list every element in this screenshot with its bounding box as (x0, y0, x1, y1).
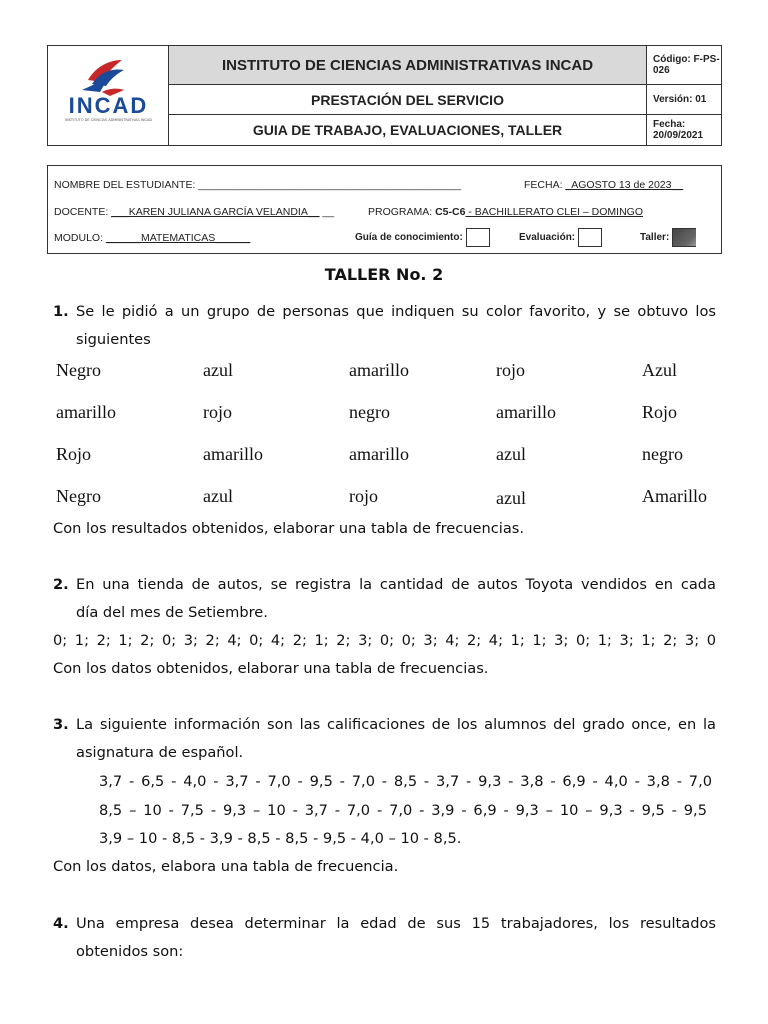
color-cell: Rojo (56, 444, 92, 464)
color-cell: Negro (56, 360, 101, 380)
q1-number-bold: 1. (53, 303, 69, 320)
color-cell: Negro (56, 486, 101, 506)
evaluation-label: Evaluación: (519, 232, 576, 244)
module-field (54, 232, 250, 244)
color-cell: amarillo (56, 402, 116, 422)
color-cell: amarillo (496, 402, 556, 422)
q4-text-line2: obtenidos son: (76, 943, 184, 960)
document-header (47, 45, 722, 146)
program-value: - BACHILLERATO CLEI – DOMINGO (465, 206, 644, 218)
color-cell: amarillo (349, 444, 409, 464)
program-label: PROGRAMA: (368, 206, 436, 218)
knowledge-guide-label: Guía de conocimiento: (355, 232, 463, 244)
q1-text-line1: Se le pidió a un grupo de personas que indiquen su color favorito, y se obtuvo los (76, 303, 716, 320)
date-value: _AGOSTO 13 de 2023__ (565, 179, 684, 191)
logo-wordmark: INCAD (68, 93, 149, 118)
teacher-value: ___KAREN JULIANA GARCÍA VELANDIA__ (111, 206, 320, 218)
q2-number: 2. (53, 576, 69, 593)
q3-data-line3: 3,9 – 10 - 8,5 - 3,9 - 8,5 - 8,5 - 9,5 - 4,0 – 10 - 8,5. (99, 830, 462, 847)
teacher-field (54, 206, 334, 218)
date-label: FECHA: (524, 179, 566, 191)
color-cell: rojo (349, 486, 378, 506)
q2-instruction: Con los datos obtenidos, elaborar una tabla de frecuencias. (53, 660, 489, 677)
q3-data-line2: 8,5 – 10 - 7,5 - 9,3 – 10 - 3,7 - 7,0 - 7,0 - 3,9 - 6,9 - 9,3 – 10 – 9,3 - 9,5 - 9,5 (99, 802, 707, 819)
color-cell: Amarillo (642, 486, 707, 506)
guide-type: GUIA DE TRABAJO, EVALUACIONES, TALLER (169, 114, 647, 145)
q4-text-line1: Una empresa desea determinar la edad de sus 15 trabajadores, los resultados (76, 915, 716, 932)
page-title: TALLER No. 2 (324, 265, 444, 284)
teacher-tail: __ (319, 206, 335, 218)
knowledge-guide-checkbox[interactable] (466, 228, 490, 247)
workshop-field (640, 228, 696, 247)
teacher-label: DOCENTE: (54, 206, 112, 218)
program-field (368, 206, 643, 218)
q3-number: 3. (53, 716, 69, 733)
color-cell: amarillo (203, 444, 263, 464)
color-cell: azul (496, 444, 526, 464)
q1-text-line2: siguientes (76, 331, 151, 348)
evaluation-field (519, 228, 602, 247)
student-name-field: NOMBRE DEL ESTUDIANTE: _____________________________________________ (54, 179, 462, 191)
color-cell: azul (203, 360, 233, 380)
q2-data: 0; 1; 2; 1; 2; 0; 3; 2; 4; 0; 4; 2; 1; 2; 3; 0; 0; 3; 4; 2; 4; 1; 1; 3; 0; 1; 3; 1; 2; 3; 0 (53, 632, 716, 649)
color-cell: Azul (642, 360, 677, 380)
color-cell: azul (496, 488, 526, 508)
color-cell: rojo (496, 360, 525, 380)
workshop-checkbox[interactable] (672, 228, 696, 247)
program-code: C5-C6 (435, 206, 466, 218)
color-cell: amarillo (349, 360, 409, 380)
institute-name: INSTITUTO DE CIENCIAS ADMINISTRATIVAS INCAD (169, 46, 647, 84)
color-cell: Rojo (642, 402, 678, 422)
q2-text-line1: En una tienda de autos, se registra la cantidad de autos Toyota vendidos en cada (76, 576, 716, 593)
color-cell: rojo (203, 402, 232, 422)
q3-text-line1: La siguiente información son las calificaciones de los alumnos del grado once, en la (76, 716, 716, 733)
date-field (524, 179, 683, 191)
q1-instruction: Con los resultados obtenidos, elaborar una tabla de frecuencias. (53, 520, 525, 537)
workshop-label: Taller: (640, 232, 670, 244)
q4-number: 4. (53, 915, 69, 932)
q3-data-line1: 3,7 - 6,5 - 4,0 - 3,7 - 7,0 - 9,5 - 7,0 - 8,5 - 3,7 - 9,3 - 3,8 - 6,9 - 4,0 - 3,8 - 7,0 (99, 773, 712, 790)
color-cell: azul (203, 486, 233, 506)
student-info-box (47, 165, 722, 254)
document-date: Fecha: 20/09/2021 (647, 114, 721, 145)
document-version: Versión: 01 (647, 84, 721, 114)
module-label: MODULO: (54, 232, 106, 244)
q2-text-line2: día del mes de Setiembre. (76, 604, 268, 621)
q3-instruction: Con los datos, elabora una tabla de frecuencia. (53, 858, 399, 875)
document-code: Código: F-PS-026 (653, 54, 720, 76)
color-cell: negro (349, 402, 390, 422)
knowledge-guide-field (355, 228, 490, 247)
color-cell: negro (642, 444, 683, 464)
evaluation-checkbox[interactable] (578, 228, 602, 247)
logo-subtext: INSTITUTO DE CIENCIAS ADMINISTRATIVAS INCAD (64, 118, 153, 122)
module-value: ______MATEMATICAS______ (105, 232, 251, 244)
incad-logo (48, 46, 169, 145)
q3-text-line2: asignatura de español. (76, 744, 244, 761)
service-name: PRESTACIÓN DEL SERVICIO (169, 84, 647, 114)
